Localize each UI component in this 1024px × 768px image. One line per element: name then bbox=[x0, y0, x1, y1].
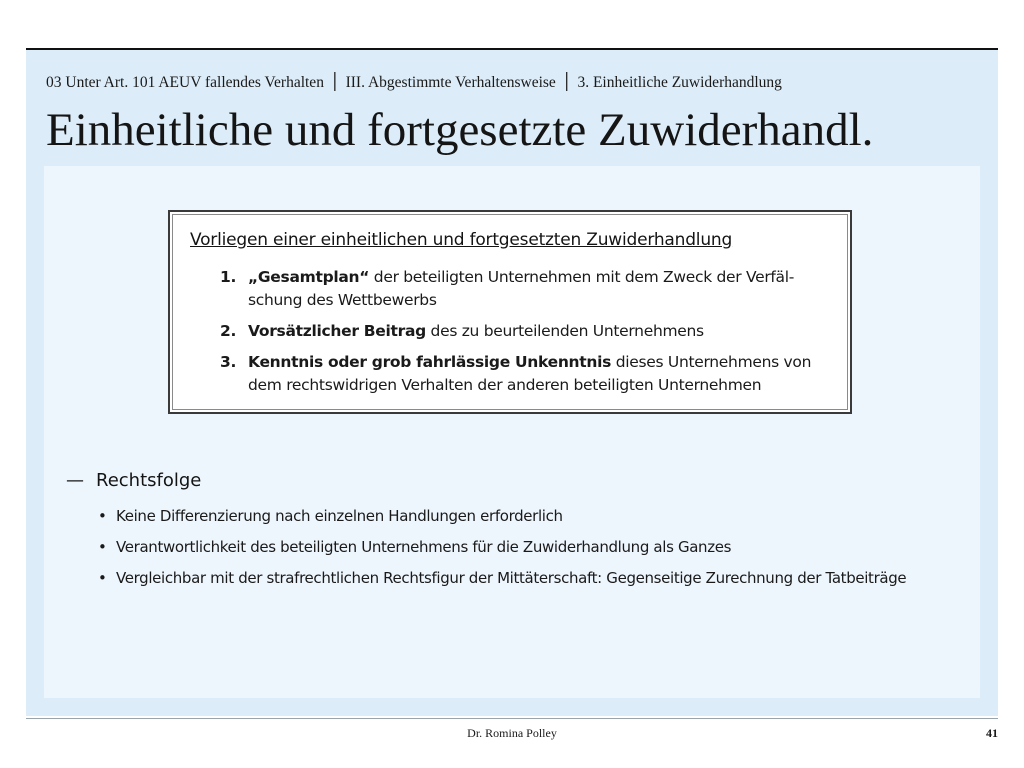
page-number: 41 bbox=[986, 726, 998, 740]
criteria-bold-text: Kenntnis oder grob fahrlässige Unkenntnis bbox=[248, 353, 612, 371]
breadcrumb-item-subsection: 3. Einheitliche Zuwiderhandlung bbox=[577, 74, 782, 91]
criteria-text: des zu beurteilenden Unternehmens bbox=[425, 322, 704, 340]
list-item: • Keine Differenzierung nach einzelnen Handlungen erforderlich bbox=[98, 504, 968, 535]
list-item: • Vergleichbar mit der strafrechtlichen Rechtsfigur der Mittäterschaft: Gegenseitige Zurechnung der Tatbeiträge bbox=[98, 566, 968, 597]
list-item: • Verantwortlichkeit des beteiligten Unternehmens für die Zuwiderhandlung als Ganzes bbox=[98, 535, 968, 566]
footer-author: Dr. Romina Polley bbox=[467, 726, 557, 740]
breadcrumb-item-chapter: 03 Unter Art. 101 AEUV fallendes Verhalten bbox=[46, 74, 324, 91]
definition-box-title: Vorliegen einer einheitlichen und fortgesetzten Zuwiderhandlung bbox=[190, 230, 733, 250]
criteria-item bbox=[190, 351, 840, 397]
em-dash-marker: — bbox=[66, 470, 84, 491]
breadcrumb bbox=[46, 72, 976, 92]
breadcrumb-item-section: III. Abgestimmte Verhaltensweise bbox=[345, 74, 556, 91]
consequence-list bbox=[98, 504, 968, 597]
criteria-number: 1. bbox=[220, 268, 237, 286]
criteria-number: 3. bbox=[220, 353, 237, 371]
breadcrumb-separator: │ bbox=[329, 72, 340, 91]
criteria-bold-text: Vorsätzlicher Beitrag bbox=[248, 322, 426, 340]
criteria-number: 2. bbox=[220, 322, 237, 340]
page-title: Einheitliche und fortgesetzte Zuwiderhandl. bbox=[46, 104, 874, 156]
footer-rule bbox=[26, 718, 998, 719]
section-heading-text: Rechtsfolge bbox=[96, 470, 202, 491]
criteria-item bbox=[190, 320, 840, 343]
criteria-item bbox=[190, 266, 840, 312]
criteria-text: dieses Unternehmens von dem rechtswidrigen Verhalten der anderen beteiligten Unternehmen bbox=[248, 353, 812, 394]
criteria-bold-text: „Gesamtplan“ bbox=[248, 268, 370, 286]
criteria-list bbox=[190, 266, 840, 405]
criteria-text: der beteiligten Unternehmen mit dem Zweck der Verfäl-schung des Wettbewerbs bbox=[248, 268, 795, 309]
breadcrumb-separator: │ bbox=[561, 72, 572, 91]
definition-box bbox=[168, 210, 852, 414]
section-heading bbox=[66, 470, 201, 491]
